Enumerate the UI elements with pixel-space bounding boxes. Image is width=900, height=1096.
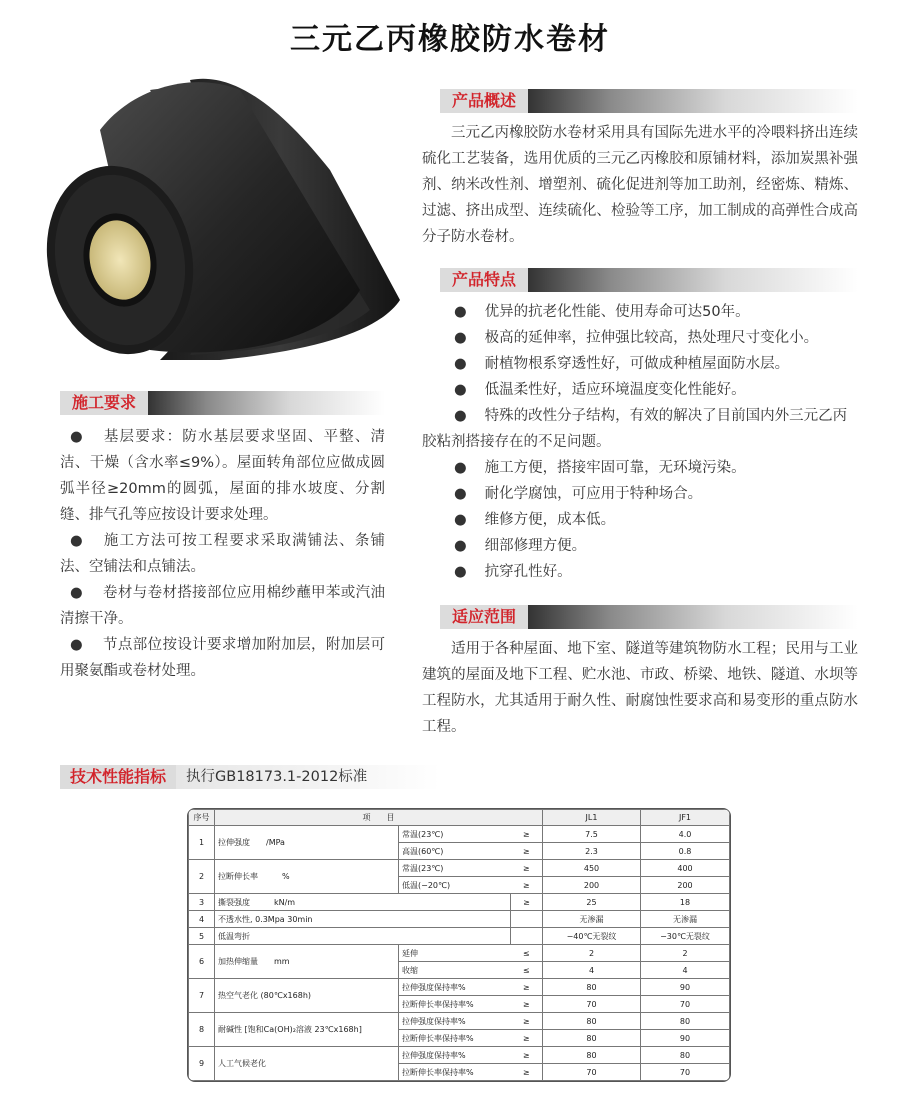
row-number: 7	[189, 979, 215, 1013]
row-operator: ≥	[511, 843, 543, 860]
table-row	[189, 860, 730, 877]
row-item: 耐碱性 [饱和Ca(OH)₂溶液 23℃x168h]	[215, 1013, 399, 1047]
tech-header	[60, 765, 440, 789]
row-jf-value: 80	[641, 1013, 730, 1030]
overview-text	[422, 120, 858, 250]
overview-heading: 产品概述	[440, 89, 528, 113]
col-jf-header: JF1	[641, 810, 730, 826]
row-operator: ≤	[511, 962, 543, 979]
row-jf-value: 4	[641, 962, 730, 979]
scope-heading: 适应范围	[440, 605, 528, 629]
row-number: 2	[189, 860, 215, 894]
row-number: 4	[189, 911, 215, 928]
row-jf-value: 18	[641, 894, 730, 911]
tech-standard: 执行GB18173.1-2012标准	[176, 765, 440, 789]
row-subitem: 拉伸强度保持率%	[399, 1047, 511, 1064]
row-operator: ≥	[511, 1047, 543, 1064]
row-item: 人工气候老化	[215, 1047, 399, 1081]
row-subitem: 常温(23℃)	[399, 860, 511, 877]
table-row	[189, 979, 730, 996]
row-jf-value: 90	[641, 979, 730, 996]
scope-paragraph: 适用于各种屋面、地下室、隧道等建筑物防水工程；民用与工业建筑的屋面及地下工程、贮水池、市政、桥梁、地铁、隧道、水坝等工程防水，尤其适用于耐久性、耐腐蚀性要求高和易变形的重点防水工程。	[422, 641, 858, 735]
construction-item: ● 施工方法可按工程要求采取满铺法、条铺法、空铺法和点铺法。	[60, 533, 386, 575]
row-jf-value: 2	[641, 945, 730, 962]
table-row	[189, 826, 730, 843]
row-jf-value: 4.0	[641, 826, 730, 843]
row-number: 8	[189, 1013, 215, 1047]
row-number: 1	[189, 826, 215, 860]
row-jl-value: 70	[543, 1064, 641, 1081]
header-gradient-bar	[528, 268, 858, 292]
feature-item: ● 细部修理方便。	[454, 538, 587, 554]
row-jl-value: 450	[543, 860, 641, 877]
row-jl-value: 2.3	[543, 843, 641, 860]
row-jl-value: 4	[543, 962, 641, 979]
row-jl-value: −40℃无裂纹	[543, 928, 641, 945]
overview-paragraph: 三元乙丙橡胶防水卷材采用具有国际先进水平的冷喂料挤出连续硫化工艺装备，选用优质的三元乙丙橡胶和原铺材料，添加炭黑补强剂、纳米改性剂、增塑剂、硫化促进剂等加工助剂，经密炼、精炼、过滤、挤出成型、连续硫化、检验等工序，加工制成的高弹性合成高分子防水卷材。	[422, 125, 858, 245]
col-no-header: 序号	[189, 810, 215, 826]
tech-table	[187, 808, 731, 1082]
page-title: 三元乙丙橡胶防水卷材	[290, 22, 610, 57]
features-heading: 产品特点	[440, 268, 528, 292]
feature-item: ● 维修方便，成本低。	[454, 512, 616, 528]
table-row	[189, 945, 730, 962]
row-jl-value: 80	[543, 979, 641, 996]
row-jf-value: 400	[641, 860, 730, 877]
row-jf-value: 0.8	[641, 843, 730, 860]
row-jf-value: 90	[641, 1030, 730, 1047]
rubber-roll-image	[40, 60, 410, 360]
row-item: 低温弯折	[215, 928, 511, 945]
scope-text	[422, 636, 858, 740]
row-item: 拉伸强度 /MPa	[215, 826, 399, 860]
row-item: 拉断伸长率 %	[215, 860, 399, 894]
feature-item: ● 优异的抗老化性能、使用寿命可达50年。	[454, 304, 750, 320]
row-subitem: 拉断伸长率保持率%	[399, 1064, 511, 1081]
header-gradient-bar	[528, 89, 858, 113]
construction-heading: 施工要求	[60, 391, 148, 415]
row-jf-value: −30℃无裂纹	[641, 928, 730, 945]
row-jl-value: 70	[543, 996, 641, 1013]
row-number: 5	[189, 928, 215, 945]
table-row	[189, 911, 730, 928]
row-subitem: 延伸	[399, 945, 511, 962]
table-row	[189, 894, 730, 911]
row-jf-value: 70	[641, 996, 730, 1013]
row-operator: ≥	[511, 877, 543, 894]
row-jf-value: 70	[641, 1064, 730, 1081]
scope-header	[440, 605, 858, 629]
row-subitem: 拉伸强度保持率%	[399, 1013, 511, 1030]
header-gradient-bar	[148, 391, 385, 415]
row-jf-value: 200	[641, 877, 730, 894]
feature-item: ● 极高的延伸率，拉伸强比较高，热处理尺寸变化小。	[454, 330, 819, 346]
feature-item: ● 施工方便，搭接牢固可靠，无环境污染。	[454, 460, 746, 476]
row-subitem: 常温(23℃)	[399, 826, 511, 843]
table-row	[189, 1047, 730, 1064]
construction-header	[60, 391, 385, 415]
table-header-row	[189, 810, 730, 826]
feature-item: ● 特殊的改性分子结构，有效的解决了目前国内外三元乙丙胶粘剂搭接存在的不足问题。	[422, 408, 848, 450]
overview-header	[440, 89, 858, 113]
feature-item: ● 抗穿孔性好。	[454, 564, 572, 580]
row-subitem: 低温(−20℃)	[399, 877, 511, 894]
row-operator: ≥	[511, 894, 543, 911]
row-jf-value: 无渗漏	[641, 911, 730, 928]
row-item: 加热伸缩量 mm	[215, 945, 399, 979]
col-item-header: 项 目	[215, 810, 543, 826]
row-operator: ≤	[511, 945, 543, 962]
col-jl-header: JL1	[543, 810, 641, 826]
row-item: 不透水性, 0.3Mpa 30min	[215, 911, 511, 928]
row-operator: ≥	[511, 1064, 543, 1081]
row-subitem: 高温(60℃)	[399, 843, 511, 860]
row-operator: ≥	[511, 979, 543, 996]
header-gradient-bar	[528, 605, 858, 629]
table-row	[189, 1013, 730, 1030]
row-operator: ≥	[511, 996, 543, 1013]
row-jl-value: 2	[543, 945, 641, 962]
row-operator: ≥	[511, 1030, 543, 1047]
row-jl-value: 7.5	[543, 826, 641, 843]
row-subitem: 拉断伸长率保持率%	[399, 996, 511, 1013]
features-list	[422, 299, 858, 585]
row-operator: ≥	[511, 860, 543, 877]
construction-item: ● 卷材与卷材搭接部位应用棉纱蘸甲苯或汽油清擦干净。	[60, 585, 385, 627]
feature-item: ● 低温柔性好，适应环境温度变化性能好。	[454, 382, 746, 398]
row-subitem: 拉伸强度保持率%	[399, 979, 511, 996]
row-operator: ≥	[511, 826, 543, 843]
row-jl-value: 无渗漏	[543, 911, 641, 928]
feature-item: ● 耐化学腐蚀，可应用于特种场合。	[454, 486, 703, 502]
row-subitem: 拉断伸长率保持率%	[399, 1030, 511, 1047]
row-jl-value: 80	[543, 1047, 641, 1064]
row-jf-value: 80	[641, 1047, 730, 1064]
row-jl-value: 25	[543, 894, 641, 911]
construction-item: ● 基层要求：防水基层要求坚固、平整、清洁、干燥（含水率≤9%）。屋面转角部位应做成圆弧半径≥20mm的圆弧，屋面的排水坡度、分割缝、排气孔等应按设计要求处理。	[60, 429, 386, 523]
row-item: 热空气老化 (80℃x168h)	[215, 979, 399, 1013]
tech-heading: 技术性能指标	[60, 765, 176, 789]
row-operator	[511, 911, 543, 928]
table-row	[189, 928, 730, 945]
row-jl-value: 80	[543, 1030, 641, 1047]
construction-item: ● 节点部位按设计要求增加附加层，附加层可用聚氨酯或卷材处理。	[60, 637, 385, 679]
row-number: 9	[189, 1047, 215, 1081]
feature-item: ● 耐植物根系穿透性好，可做成种植屋面防水层。	[454, 356, 790, 372]
row-number: 3	[189, 894, 215, 911]
features-header	[440, 268, 858, 292]
row-jl-value: 200	[543, 877, 641, 894]
row-item: 撕裂强度 kN/m	[215, 894, 511, 911]
row-subitem: 收缩	[399, 962, 511, 979]
row-operator	[511, 928, 543, 945]
row-jl-value: 80	[543, 1013, 641, 1030]
construction-list	[60, 424, 385, 684]
row-number: 6	[189, 945, 215, 979]
row-operator: ≥	[511, 1013, 543, 1030]
